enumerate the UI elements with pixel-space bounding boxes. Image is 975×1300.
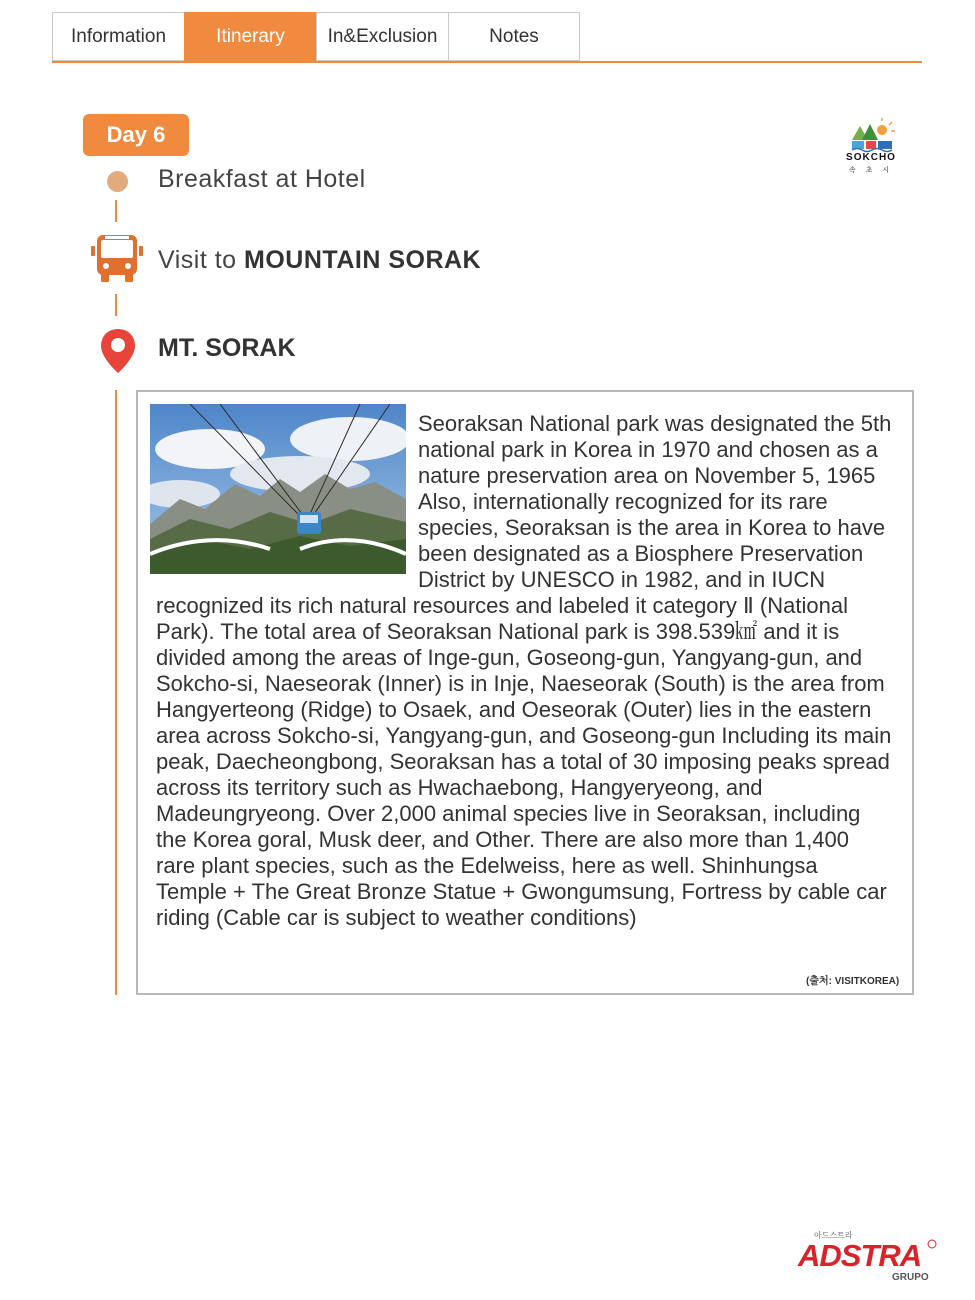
visit-item (158, 246, 481, 275)
timeline-connector (115, 390, 117, 995)
photo-spacer (156, 411, 418, 575)
day-badge: Day 6 (83, 114, 189, 156)
adstra-korean: 아드스트라 (814, 1231, 853, 1240)
visit-place: MOUNTAIN SORAK (244, 246, 482, 274)
timeline-dot (107, 171, 128, 192)
tab-underline (52, 61, 922, 63)
adstra-sub: GRUPO (892, 1272, 929, 1283)
description-text (156, 411, 894, 931)
sokcho-logo-subtext: 속 초 시 (848, 167, 894, 174)
tab-itinerary[interactable]: Itinerary (184, 12, 316, 61)
timeline-connector (115, 200, 117, 222)
tab-bar (52, 12, 580, 61)
location-pin-icon (100, 328, 136, 374)
tab-inclusion-exclusion[interactable]: In&Exclusion (316, 12, 448, 61)
adstra-name: ADSTRA (798, 1238, 922, 1273)
tab-information[interactable]: Information (52, 12, 184, 61)
meal-item: Breakfast at Hotel (158, 165, 366, 193)
tab-notes[interactable]: Notes (448, 12, 580, 61)
description-body: Seoraksan National park was designated the 5th national park in Korea in 1970 and chosen as a nature preservation area on November 5, 1965 Also, internationally recognized for its rare species, Seoraksan is the area in Korea to have been designated as a Biosphere Preservation District by UNESCO in 1982, and in IUCN recognized its rich natural resources and labeled it category Ⅱ (National Park). The total area of Seoraksan National park is 398.539㎢ and it is divided among the areas of Inge-gun, Goseong-gun, Yangyang-gun, and Sokcho-si, Naeseorak (Inner) is in Inje, Naeseorak (South) is the area from Hangyerteong (Ridge) to Osaek, and Oeseorak (Outer) lies in the eastern area across Sokcho-si, Yangyang-gun, and Goseong-gun Including its main peak, Daecheongbong, Seoraksan has a total of 30 imposing peaks spread across its territory such as Hwachaebong, Hangyeryeong, and Madeungryeong. Over 2,000 animal species live in Seoraksan, including the Korea goral, Musk deer, and Other. There are also more than 1,400 rare plant species, such as the Edelweiss, here as well. Shinhungsa Temple + The Great Bronze Statue + Gwongumsung, Fortress by cable car riding (Cable car is subject to weather conditions) (156, 411, 892, 930)
visit-prefix: Visit to (158, 246, 245, 274)
sokcho-logo-text: SOKCHO (846, 152, 896, 163)
source-credit: (출처: VISITKOREA) (806, 976, 900, 987)
bus-icon (91, 232, 143, 284)
timeline-connector (115, 294, 117, 316)
location-title: MT. SORAK (158, 334, 296, 362)
adstra-logo-icon (796, 1228, 938, 1284)
